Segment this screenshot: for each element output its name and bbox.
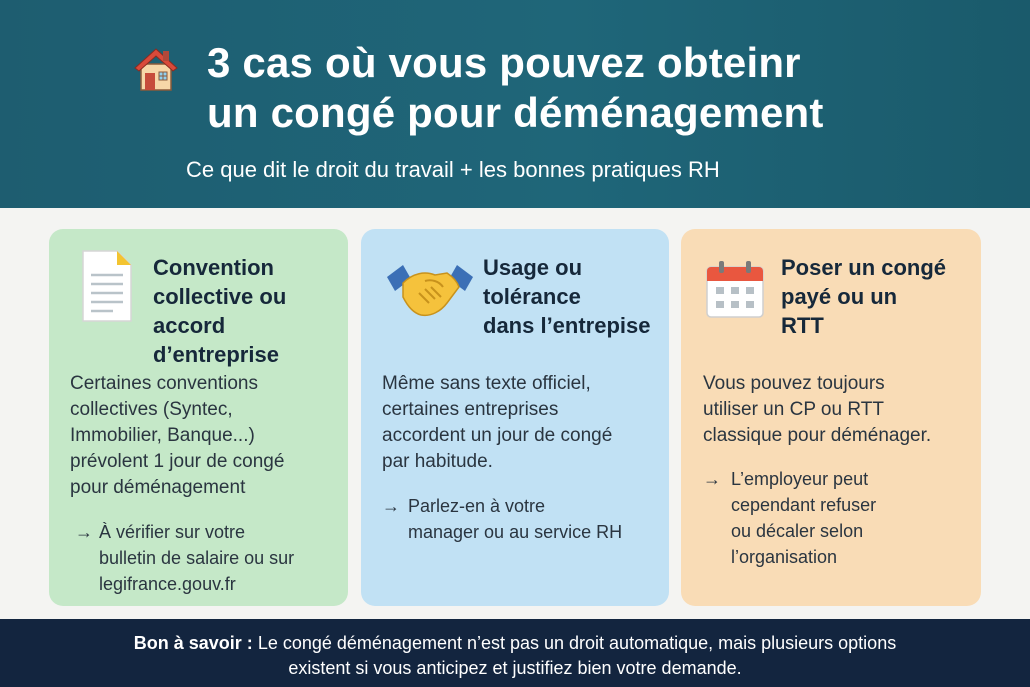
heading-line: Convention bbox=[153, 255, 274, 280]
body-line: prévolent 1 jour de congé bbox=[70, 451, 285, 472]
body-line: collectives (Syntec, bbox=[70, 399, 233, 420]
note-line: l’organisation bbox=[731, 547, 838, 567]
footer-label: Bon à savoir : bbox=[133, 633, 253, 653]
header-banner bbox=[0, 0, 1030, 208]
note-text bbox=[99, 519, 294, 597]
page-subtitle: Ce que dit le droit du travail + les bonnes pratiques RH bbox=[186, 157, 720, 182]
body-line: certaines entreprises bbox=[382, 399, 559, 420]
house-icon bbox=[132, 44, 180, 94]
note-line: L’employeur peut bbox=[731, 469, 869, 489]
footer-text-2: existent si vous anticipez et justifiez bien votre demande. bbox=[288, 658, 742, 678]
body-line: Même sans texte officiel, bbox=[382, 373, 591, 394]
body-line: Certaines conventions bbox=[70, 373, 258, 394]
heading-line: dans l’entrepise bbox=[483, 313, 651, 338]
card-body bbox=[703, 371, 931, 449]
heading-line: Usage ou bbox=[483, 255, 583, 280]
card-usage bbox=[361, 229, 669, 606]
note-line: manager ou au service RH bbox=[408, 522, 623, 542]
body-line: Vous pouvez toujours bbox=[703, 373, 885, 394]
heading-line: collective ou bbox=[153, 284, 287, 309]
note-line: Parlez-en à votre bbox=[408, 496, 546, 516]
title-line-2: un congé pour déménagement bbox=[207, 89, 824, 136]
note-line: cependant refuser bbox=[731, 495, 877, 515]
body-line: par habitude. bbox=[382, 451, 493, 472]
body-line: pour déménagement bbox=[70, 477, 246, 498]
card-heading bbox=[781, 253, 946, 340]
calendar-icon bbox=[705, 259, 765, 319]
note-text bbox=[731, 466, 876, 570]
note-line: bulletin de salaire ou sur bbox=[99, 548, 295, 568]
card-note bbox=[75, 519, 345, 599]
note-line: À vérifier sur votre bbox=[99, 522, 246, 542]
heading-line: Poser un congé bbox=[781, 255, 947, 280]
body-line: Immobilier, Banque...) bbox=[70, 425, 255, 446]
document-icon bbox=[79, 249, 135, 323]
title-line-1: 3 cas où vous pouvez obteinr bbox=[207, 39, 801, 86]
card-note bbox=[382, 493, 662, 549]
card-note bbox=[703, 466, 973, 576]
page-title bbox=[207, 38, 1007, 138]
footer-line-1 bbox=[0, 631, 1030, 656]
body-line: classique pour déménager. bbox=[703, 425, 932, 446]
card-body bbox=[382, 371, 612, 475]
note-text bbox=[408, 493, 622, 545]
heading-line: accord bbox=[153, 313, 226, 338]
arrow-right-icon: → bbox=[75, 522, 93, 542]
note-line: legifrance.gouv.fr bbox=[99, 574, 236, 594]
note-line: ou décaler selon bbox=[731, 521, 864, 541]
card-body bbox=[70, 371, 284, 501]
heading-line: tolérance bbox=[483, 284, 581, 309]
heading-line: RTT bbox=[781, 313, 824, 338]
card-heading bbox=[153, 253, 286, 369]
handshake-icon bbox=[385, 259, 475, 325]
footer-banner bbox=[0, 619, 1030, 687]
footer-text-1: Le congé déménagement n’est pas un droit automatique, mais plusieurs options bbox=[257, 633, 897, 653]
arrow-right-icon: → bbox=[703, 469, 721, 489]
body-line: accordent un jour de congé bbox=[382, 425, 613, 446]
heading-line: payé ou un bbox=[781, 284, 898, 309]
card-conge-paye bbox=[681, 229, 981, 606]
card-convention bbox=[49, 229, 348, 606]
body-line: utiliser un CP ou RTT bbox=[703, 399, 884, 420]
arrow-right-icon: → bbox=[382, 496, 400, 516]
heading-line: d’entreprise bbox=[153, 342, 279, 367]
card-heading bbox=[483, 253, 651, 340]
